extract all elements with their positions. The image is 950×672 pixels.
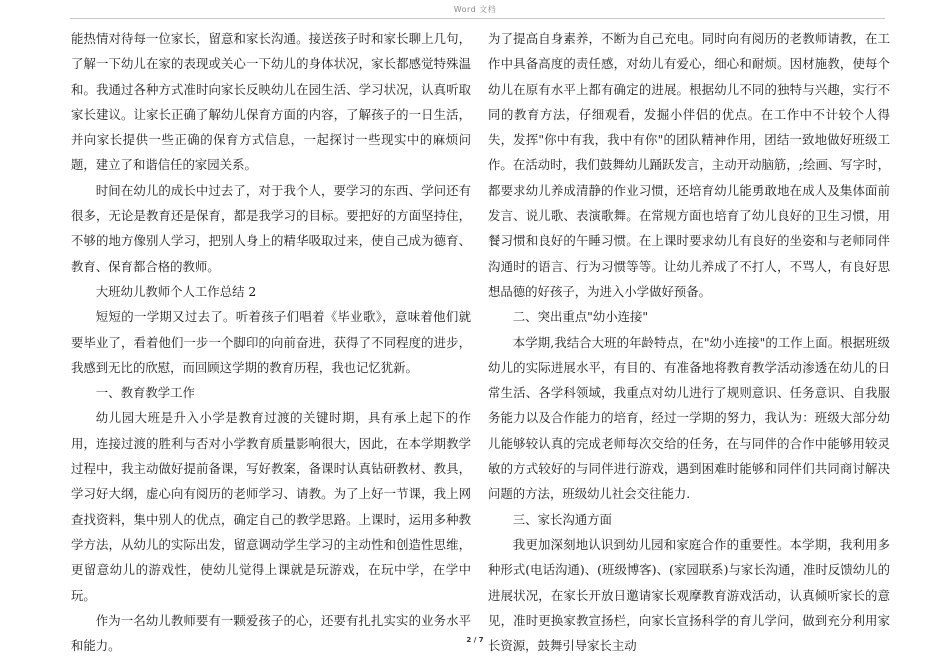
- section-heading: 三、家长沟通方面: [512, 511, 612, 527]
- section-heading: 一、教育教学工作: [95, 385, 195, 401]
- paragraph: 本学期,我结合大班的年龄特点，在"幼小连接"的工作上面。根据班级幼儿的实际进展水平，有目的、有准备地将教育教学活动渗透在幼儿的日常生活、各学科领域，我重点对幼儿进行了规则意识、任务意识、自我服务能力以及合作能力的培育，经过一学期的努力，我认为：班级大部分幼儿能够较认真的完成老师每次交给的任务，在与同伴的合作中能够用较灵敏的方式较好的与同伴进行游戏，遇到困难时能够和同伴们共同商讨解决问题的方法，班级幼儿社会交往能力.: [488, 334, 890, 502]
- paragraph: 为了提高自身素养，不断为自己充电。同时向有阅历的老教师请教，在工作中具备高度的责任感，对幼儿有爱心，细心和耐烦。因材施教，使每个幼儿在原有水平上都有确定的进展。根据幼儿不同的独特与兴趣，实行不同的教育方法，仔细观看，发掘小伴侣的优点。在工作中不计较个人得失，发挥"你中有我，我中有你"的团队精神作用，团结一致地做好班级工作。在活动时，我们鼓舞幼儿踊跃发言，主动开动脑筋，;绘画、写字时，都要求幼儿养成清静的作业习惯，还培育幼儿能勇敢地在成人及集体面前发言、说儿歌、表演歌舞。在常规方面也培育了幼儿良好的卫生习惯，用餐习惯和良好的午睡习惯。在上课时要求幼儿有良好的坐姿和与老师同伴沟通时的语言、行为习惯等等。让幼儿养成了不打人，不骂人，有良好思想品德的好孩子，为进入小学做好预备。: [488, 31, 890, 299]
- paragraph: 我更加深刻地认识到幼儿园和家庭合作的重要性。本学期，我利用多种形式(电话沟通)、(班级博客)、(家园联系)与家长沟通，准时反馈幼儿的进展状况，在家长开放日邀请家长观摩教育游戏活动，认真倾听家长的意见，准时更换家教宣扬栏，向家长宣扬科学的育儿学问，做到充分利用家长资源，鼓舞引导家长主动: [488, 536, 890, 654]
- paragraph: 时间在幼儿的成长中过去了，对于我个人，要学习的东西、学问还有很多，无论是教育还是保育，都是我学习的目标。要把好的方面坚持住，不够的地方像别人学习，把别人身上的精华吸取过来，使自己成为德育、教育、保育都合格的教师。: [71, 182, 471, 274]
- paragraph: 能热情对待每一位家长，留意和家长沟通。接送孩子时和家长聊上几句，了解一下幼儿在家的表现或关心一下幼儿的身体状况，家长都感觉特殊温和。我通过各种方式准时向家长反映幼儿在园生活、学习状况，认真听取家长建议。让家长正确了解幼儿保育方面的内容，了解孩子的一日生活，并向家长提供一些正确的保育方式信息，一起探讨一些现实中的麻烦问题，建立了和谐信任的家园关系。: [71, 31, 471, 173]
- page-number: 2 / 7: [466, 636, 484, 644]
- paragraph: 作为一名幼儿教师要有一颗爱孩子的心，还要有扎扎实实的业务水平和能力。: [71, 612, 471, 654]
- paragraph: 幼儿园大班是升入小学是教育过渡的关键时期，具有承上起下的作用，连接过渡的胜利与否对小学教育质量影响很大，因此，在本学期教学过程中，我主动做好提前备课，写好教案，备课时认真钻研教材、教具，学习好大纲，虚心向有阅历的老师学习、请教。为了上好一节课，我上网查找资料，集中别人的优点，确定自己的教学思路。上课时，运用多种教学方法，从幼儿的实际出发，留意调动学生学习的主动性和创造性思维，更留意幼儿的游戏性，使幼儿觉得上课就是玩游戏，在玩中学，在学中玩。: [71, 410, 471, 603]
- section-heading: 二、突出重点"幼小连接": [512, 309, 649, 325]
- paragraph: 短短的一学期又过去了。听着孩子们唱着《毕业歌》，意味着他们就要毕业了，看着他们一步一个脚印的向前奋进，获得了不同程度的进步，我感到无比的欣慰，而回顾这学期的教育历程，我也记忆犹新。: [71, 309, 471, 375]
- left-column: [71, 26, 471, 658]
- section-title: 大班幼儿教师个人工作总结 2: [95, 283, 257, 299]
- header-divider: [70, 18, 885, 19]
- document-header: Word 文档: [453, 5, 497, 14]
- right-column: [488, 26, 890, 658]
